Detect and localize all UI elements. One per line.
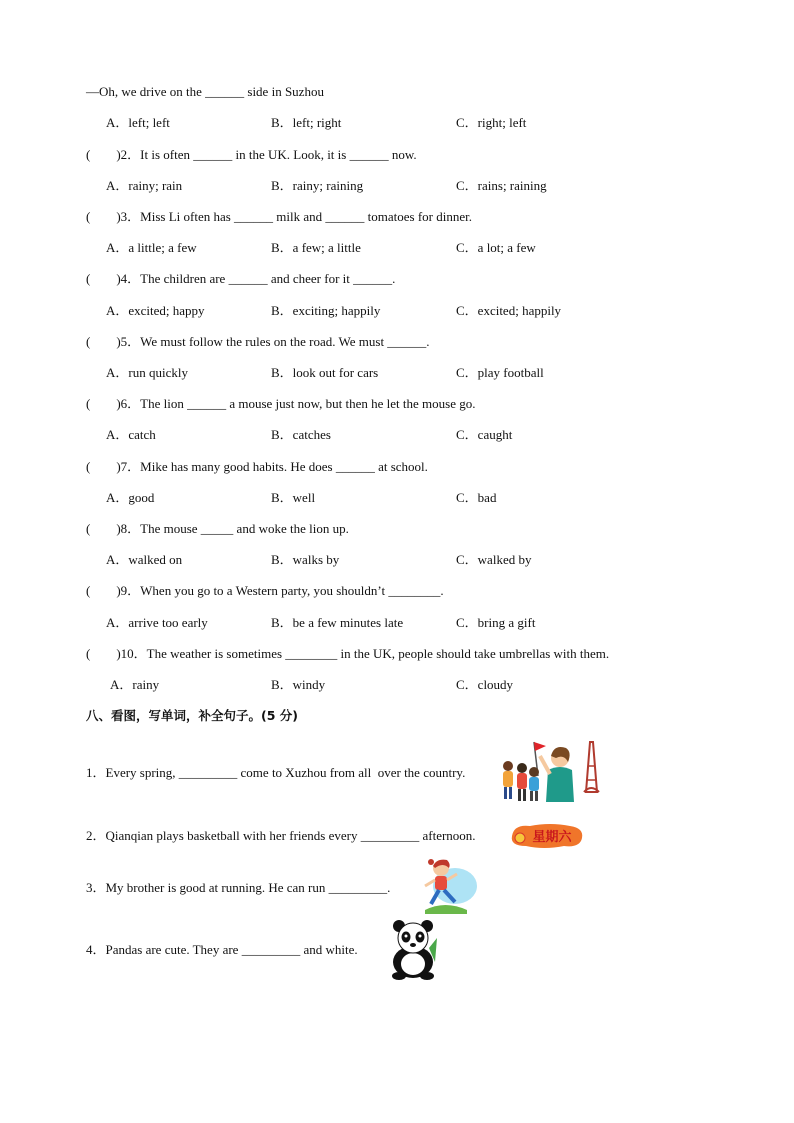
question-1-text: —Oh, we drive on the ______ side in Suzhou <box>86 84 324 99</box>
question-4-option-a: A．excited; happy <box>106 303 205 318</box>
question-5-option-a: A．run quickly <box>106 365 188 380</box>
question-9-option-a: A．arrive too early <box>106 615 208 630</box>
question-6-option-b: B．catches <box>271 427 331 442</box>
question-5-text: ( )5．We must follow the rules on the road. We must ______. <box>86 334 430 349</box>
question-10-text: ( )10．The weather is sometimes ________ in the UK, people should take umbrellas with them. <box>86 646 610 661</box>
question-6-option-a: A．catch <box>106 427 156 442</box>
question-7-text: ( )7．Mike has many good habits. He does ______ at school. <box>86 459 428 474</box>
tourists-picture-icon <box>498 736 604 808</box>
saturday-sign-text: 星期六 <box>532 830 572 845</box>
question-10-option-b: B．windy <box>271 677 326 692</box>
question-8-option-b: B．walks by <box>271 552 340 567</box>
question-9-option-b: B．be a few minutes late <box>271 615 404 630</box>
question-7-option-c: C．bad <box>456 490 497 505</box>
question-8-option-a: A．walked on <box>106 552 183 567</box>
question-3-option-c: C．a lot; a few <box>456 240 536 255</box>
section-8-item-3: 3．My brother is good at running. He can run _________. <box>86 880 391 895</box>
section-8-item-2: 2．Qianqian plays basketball with her friends every _________ afternoon. <box>86 828 476 843</box>
section-8-heading: 八、看图，写单词，补全句子。(5 分) <box>86 708 298 723</box>
question-2-text: ( )2．It is often ______ in the UK. Look, it is ______ now. <box>86 147 417 162</box>
section-8-item-1: 1．Every spring, _________ come to Xuzhou from all over the country. <box>86 765 466 780</box>
question-2-option-a: A．rainy; rain <box>106 178 183 193</box>
question-2-option-b: B．rainy; raining <box>271 178 364 193</box>
question-8-option-c: C．walked by <box>456 552 532 567</box>
question-10-option-a: A．rainy <box>110 677 160 692</box>
question-7-option-a: A．good <box>106 490 155 505</box>
question-9-text: ( )9．When you go to a Western party, you shouldn’t ________. <box>86 583 444 598</box>
question-5-option-c: C．play football <box>456 365 544 380</box>
section-8-item-4: 4．Pandas are cute. They are _________ and white. <box>86 942 358 957</box>
question-4-option-c: C．excited; happily <box>456 303 562 318</box>
question-6-text: ( )6．The lion ______ a mouse just now, but then he let the mouse go. <box>86 396 476 411</box>
question-3-option-a: A．a little; a few <box>106 240 197 255</box>
question-9-option-c: C．bring a gift <box>456 615 536 630</box>
question-4-option-b: B．exciting; happily <box>271 303 381 318</box>
question-1-option-a: A．left; left <box>106 115 170 130</box>
running-girl-icon <box>415 856 479 918</box>
question-1-option-b: B．left; right <box>271 115 342 130</box>
question-3-option-b: B．a few; a little <box>271 240 361 255</box>
question-3-text: ( )3．Miss Li often has ______ milk and ______ tomatoes for dinner. <box>86 209 472 224</box>
question-4-text: ( )4．The children are ______ and cheer for it ______. <box>86 271 396 286</box>
question-6-option-c: C．caught <box>456 427 513 442</box>
question-10-option-c: C．cloudy <box>456 677 514 692</box>
question-1-option-c: C．right; left <box>456 115 527 130</box>
question-7-option-b: B．well <box>271 490 316 505</box>
saturday-sign-icon <box>510 822 584 850</box>
panda-icon <box>385 918 441 980</box>
question-2-option-c: C．rains; raining <box>456 178 547 193</box>
question-5-option-b: B．look out for cars <box>271 365 379 380</box>
question-8-text: ( )8．The mouse _____ and woke the lion up. <box>86 521 349 536</box>
